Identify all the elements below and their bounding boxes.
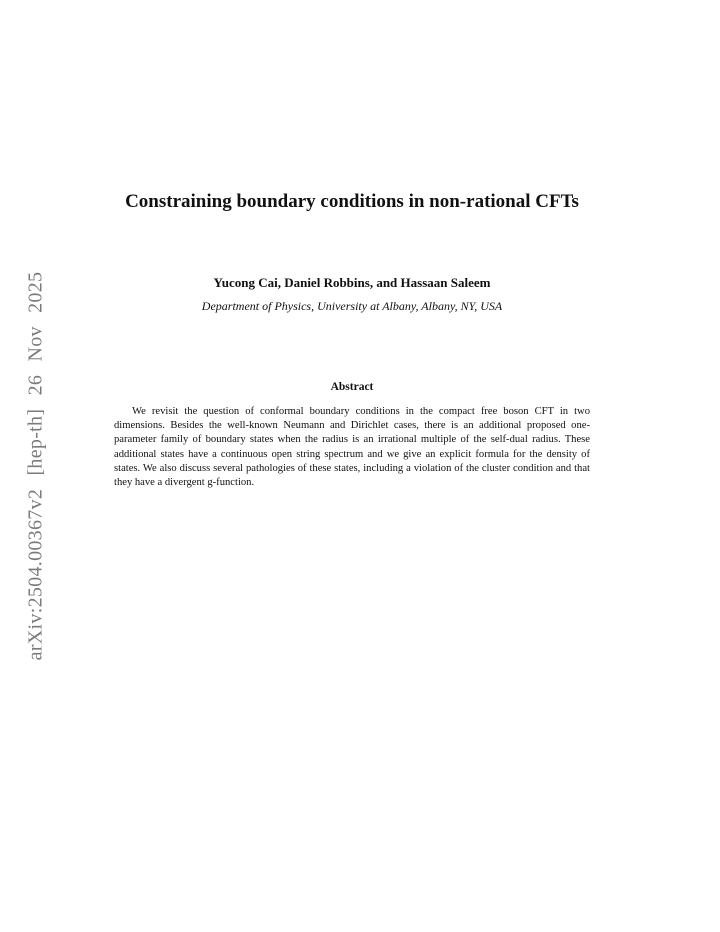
- author-affiliation: Department of Physics, University at Albany, Albany, NY, USA: [201, 299, 503, 313]
- author-list: Yucong Cai, Daniel Robbins, and Hassaan Saleem: [213, 275, 491, 290]
- abstract-heading: Abstract: [330, 381, 374, 393]
- arxiv-identifier-stamp: arXiv:2504.00367v2 [hep-th] 26 Nov 2025: [24, 271, 47, 661]
- paper-title: Constraining boundary conditions in non-rational CFTs: [125, 191, 579, 212]
- abstract-text: We revisit the question of conformal boundary conditions in the compact free boson CFT in two dimensions. Besides the well-known Neumann and Dirichlet cases, there is an additional proposed one-parameter family of boundary states when the radius is an irrational multiple of the self-dual radius. These additional states have a continuous open string spectrum and we give an explicit formula for the density of states. We also discuss several pathologies of these states, including a violation of the cluster condition and that they have a divergent g-function.: [114, 406, 590, 489]
